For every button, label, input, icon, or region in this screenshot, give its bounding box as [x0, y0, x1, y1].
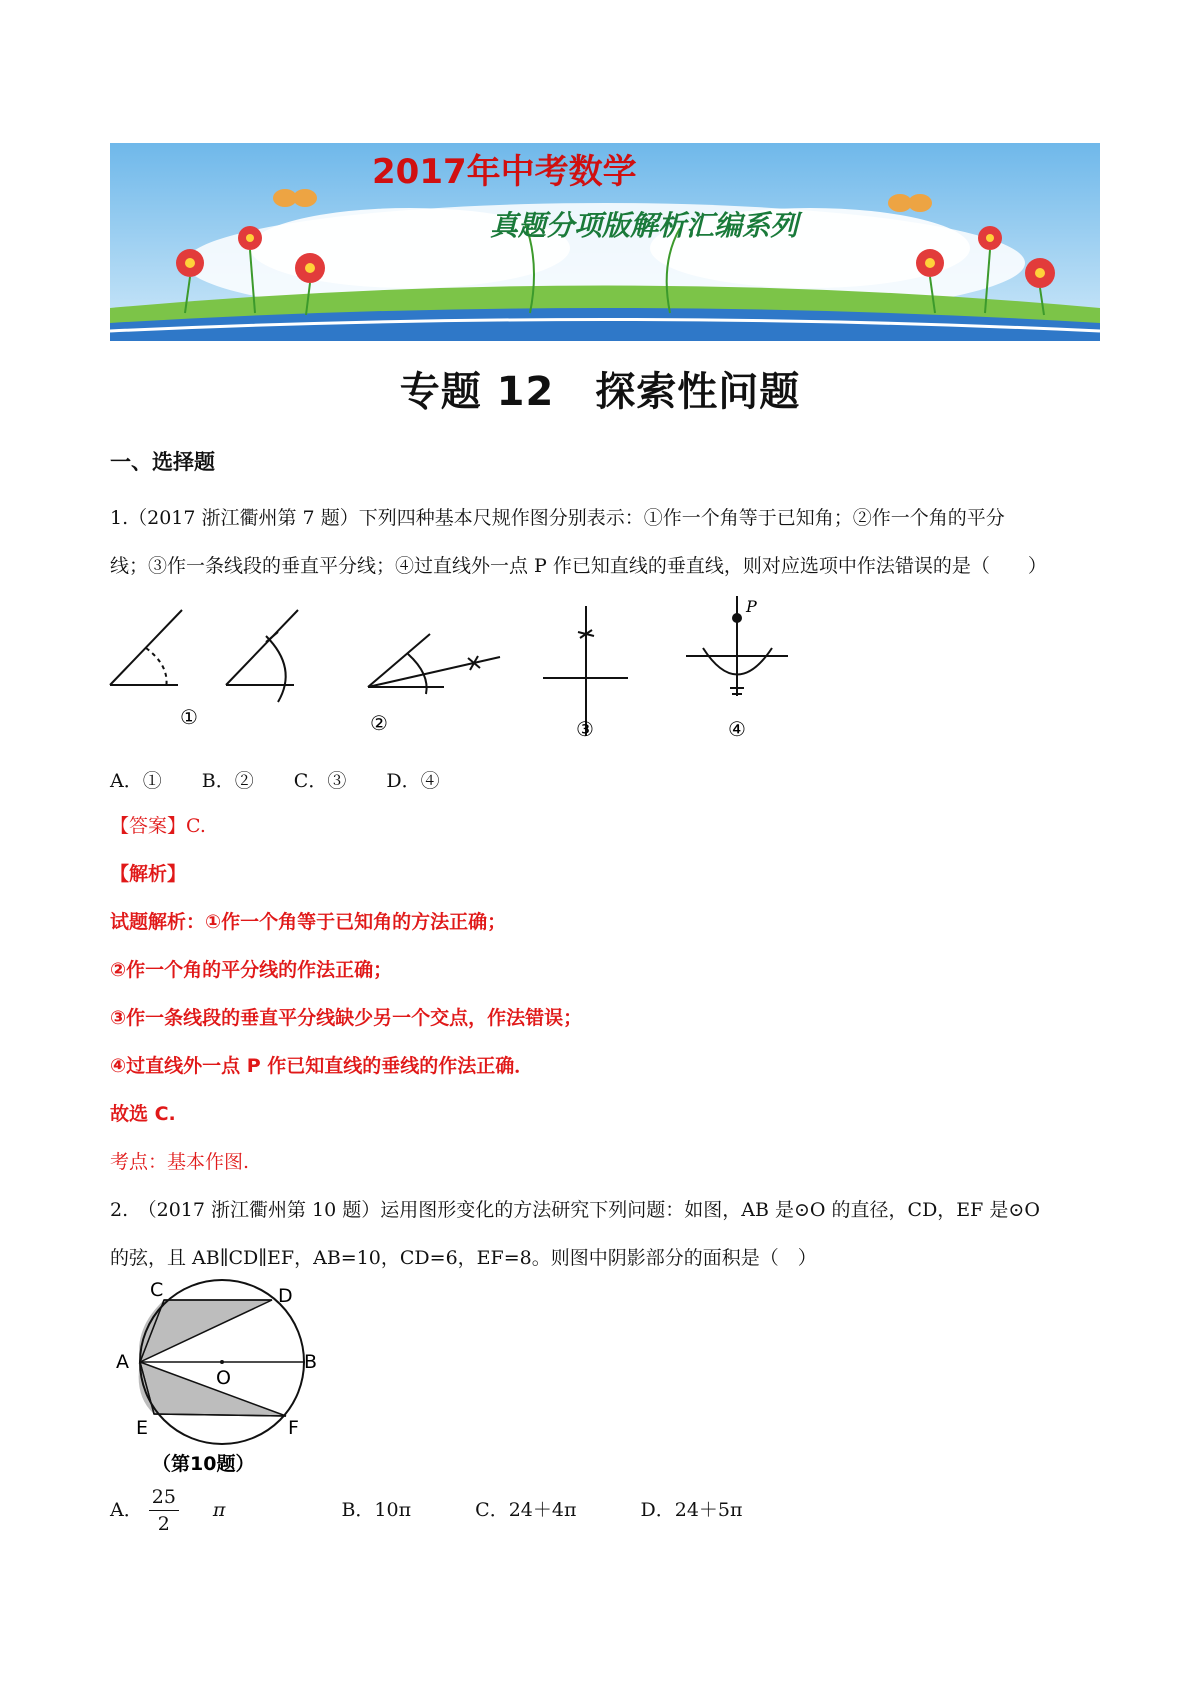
- question-1-line1: 1.（2017 浙江衢州第 7 题）下列四种基本尺规作图分别表示：①作一个角等于已知角；②作一个角的平分: [110, 507, 1005, 529]
- fig1a-dashed-arc: [146, 648, 167, 688]
- question-1-options: [110, 766, 474, 793]
- fig1b-arc: [266, 636, 286, 702]
- point-f: F: [288, 1417, 299, 1439]
- option-a[interactable]: A．①: [110, 770, 162, 792]
- fraction-denominator: 2: [157, 1513, 170, 1535]
- option-c[interactable]: C．③: [293, 770, 347, 792]
- analysis-heading: 【解析】: [110, 863, 187, 885]
- banner-subtitle: 真题分项版解析汇编系列: [490, 209, 799, 242]
- section-heading: 一、选择题: [110, 450, 215, 474]
- option-b[interactable]: B．②: [201, 770, 254, 792]
- option-a-pi: π: [212, 1498, 226, 1521]
- fig-label-3: ③: [576, 717, 594, 741]
- page-title: 专题 12 探索性问题: [399, 369, 801, 415]
- figure-caption: （第10题）: [152, 1453, 255, 1475]
- analysis-line-4: ④过直线外一点 P 作已知直线的垂线的作法正确．: [110, 1055, 534, 1077]
- fig1a-ray: [110, 610, 182, 685]
- kaodian: 考点：基本作图.: [110, 1151, 250, 1173]
- question-2-options: [110, 1484, 777, 1537]
- analysis-conclusion: 故选 C.: [110, 1103, 176, 1125]
- fig-label-4: ④: [728, 717, 746, 741]
- question-2-figure: [112, 1278, 332, 1478]
- point-o: O: [216, 1367, 231, 1389]
- question-1-text: [110, 494, 1100, 590]
- fraction-numerator: 25: [149, 1484, 179, 1511]
- option-a-label[interactable]: A．: [110, 1498, 143, 1521]
- fig4-point-label: P: [746, 597, 757, 616]
- option-b[interactable]: B．10π: [341, 1498, 412, 1521]
- answer-block: [110, 802, 1100, 1186]
- option-d[interactable]: D．24＋5π: [640, 1498, 743, 1521]
- fig-label-2: ②: [370, 711, 388, 735]
- header-banner: [110, 143, 1100, 341]
- point-b: B: [304, 1351, 318, 1373]
- question-1-figures: [108, 596, 808, 756]
- shaded-region-bottom: [140, 1362, 286, 1416]
- point-a: A: [116, 1351, 129, 1373]
- fig2-bisector: [368, 657, 500, 687]
- option-c[interactable]: C．24＋4π: [475, 1498, 577, 1521]
- fig-label-1: ①: [180, 705, 198, 729]
- banner-title: 2017年中考数学: [372, 152, 637, 192]
- point-d: D: [278, 1285, 293, 1307]
- analysis-line-1: 试题解析：①作一个角等于已知角的方法正确；: [110, 911, 507, 933]
- analysis-line-2: ②作一个角的平分线的作法正确；: [110, 959, 393, 981]
- point-e: E: [136, 1417, 149, 1439]
- analysis-line-3: ③作一条线段的垂直平分线缺少另一个交点，作法错误；: [110, 1007, 583, 1029]
- fig1b-ray: [226, 610, 298, 685]
- fig4-point: [732, 613, 742, 623]
- question-2-line2: 的弦，且 AB∥CD∥EF，AB=10，CD=6，EF=8。则图中阴影部分的面积是（ ）: [110, 1247, 817, 1269]
- banner-illustration: [110, 143, 1100, 341]
- question-1-line2: 线；③作一条线段的垂直平分线；④过直线外一点 P 作已知直线的垂直线，则对应选项中作法错误的是（ ）: [110, 555, 1047, 577]
- answer-text: 【答案】C.: [110, 815, 206, 837]
- option-d[interactable]: D．④: [386, 770, 440, 792]
- question-2-text: [110, 1186, 1100, 1282]
- point-c: C: [150, 1279, 164, 1301]
- option-a-fraction: [149, 1484, 213, 1537]
- question-2-line1: 2. （2017 浙江衢州第 10 题）运用图形变化的方法研究下列问题：如图，AB 是⊙O 的直径，CD，EF 是⊙O: [110, 1199, 1040, 1221]
